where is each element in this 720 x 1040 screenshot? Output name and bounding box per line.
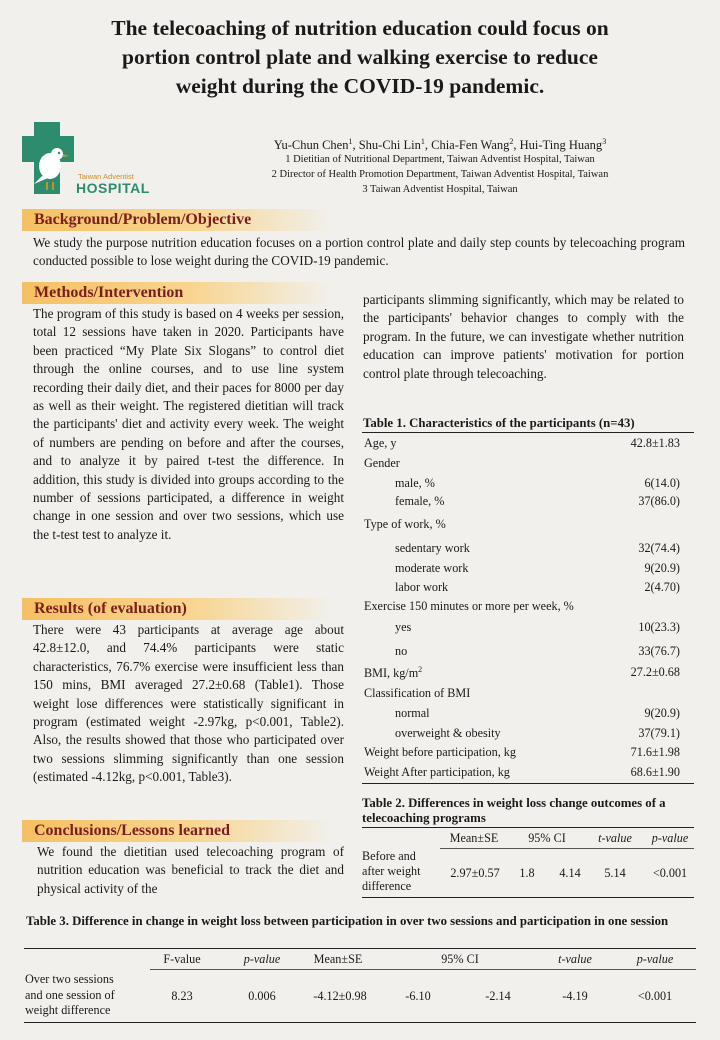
table3-row-label xyxy=(25,972,115,1019)
title-line: portion control plate and walking exercise to reduce xyxy=(122,45,598,69)
table1-row-label xyxy=(395,644,407,659)
table2-cell-t: 5.14 xyxy=(604,866,626,880)
table2-cell-p: <0.001 xyxy=(652,866,688,880)
table1-row-label xyxy=(364,665,422,681)
table1-row-value: 37(79.1) xyxy=(638,726,680,740)
table1-title: Table 1. Characteristics of the participants (n=43) xyxy=(363,416,635,430)
table1-row-label xyxy=(395,561,468,576)
background-text: We study the purpose nutrition education focuses on a portion control plate and daily step counts by telecoaching program conducted possible to lose weight during the COVID-19 pandemic. xyxy=(33,235,685,269)
table1-row-value: 9(20.9) xyxy=(644,561,680,575)
title-line: The telecoaching of nutrition education could focus on xyxy=(111,16,609,40)
table1-row-value: 37(86.0) xyxy=(638,494,680,508)
table1-label-text: Exercise 150 minutes or more per week, % xyxy=(364,599,574,613)
author-name: Chia-Fen Wang xyxy=(431,138,510,153)
table1-label-text: Classification of BMI xyxy=(364,686,471,700)
table3-header-f: F-value xyxy=(163,952,201,966)
table3-header-mean: Mean±SE xyxy=(313,952,363,966)
table1-label-text: Age, y xyxy=(364,436,397,450)
table3-cell-p2: <0.001 xyxy=(637,989,673,1003)
results-heading: Results (of evaluation) xyxy=(22,598,332,620)
table2-header-mean: Mean±SE xyxy=(449,831,499,845)
table1-row-value: 6(14.0) xyxy=(644,476,680,490)
table1-label-text: yes xyxy=(395,620,412,634)
table3-header-ci: 95% CI xyxy=(441,952,479,966)
table2-cell-ci-high: 4.14 xyxy=(559,866,581,880)
table1-row-label xyxy=(364,686,470,701)
table3-header-p2: p-value xyxy=(636,952,674,966)
author-affil-sup: 2 xyxy=(509,137,514,146)
poster-title xyxy=(40,14,680,101)
table1-label-text: Weight After participation, kg xyxy=(364,765,510,779)
table3-cell-ci-high: -2.14 xyxy=(485,989,511,1003)
table2-row-label-line: Before and xyxy=(362,849,416,863)
authors-line: Yu-Chun Chen$^1$, Shu-Chi Lin$^1$, Chia-Fen Wang$^2$, Hui-Ting Huang$^3$ xyxy=(273,137,607,153)
author-name: Hui-Ting Huang xyxy=(519,138,603,153)
hospital-logo xyxy=(20,118,152,198)
table1-row-value: 27.2±0.68 xyxy=(630,665,680,679)
table2-cell-mean: 2.97±0.57 xyxy=(450,866,500,880)
affiliation-line: 1 Dietitian of Nutritional Department, Taiwan Adventist Hospital, Taiwan xyxy=(285,154,595,165)
table3-header-t: t-value xyxy=(558,952,592,966)
table1-row-label xyxy=(364,517,446,532)
table2-row-label xyxy=(362,849,421,894)
table2-row-label-line: difference xyxy=(362,879,412,893)
table1-row-value: 68.6±1.90 xyxy=(630,765,680,779)
table1-row-value: 71.6±1.98 xyxy=(630,745,680,759)
table1-label-text: female, % xyxy=(395,494,445,508)
author-affil-sup: 3 xyxy=(602,137,607,146)
author-name: Shu-Chi Lin xyxy=(358,138,421,153)
table1-label-text: Gender xyxy=(364,456,400,470)
table1-bottom-rule xyxy=(362,783,694,784)
methods-text: The program of this study is based on 4 weeks per session, total 12 sessions have taken in 2020. Participants have been practiced “My Plate Six Slogans” to control diet through the online courses, and to use line system recording their daily diet, and their paces for 8000 per day as well as their weight. The registered dietitian will track the participants' diet and activity every week. The weight of numbers are pending on before and after the courses, and to analyze it by paired t-test the difference. In addition, this study is divided into groups according to the number of sessions participated, a difference in weight change in one session and over two sessions, which use the t-test test to analyze it. xyxy=(33,306,344,542)
table1-row-label xyxy=(395,580,448,595)
table1-label-sup: 2 xyxy=(418,665,423,674)
table1-label-text: no xyxy=(395,644,408,658)
table3-row-label-line: Over two sessions xyxy=(25,972,114,986)
table2-cell-ci-low: 1.8 xyxy=(519,866,535,880)
table1-row-label xyxy=(395,620,411,635)
affiliation-line: 2 Director of Health Promotion Department, Taiwan Adventist Hospital, Taiwan xyxy=(271,169,609,180)
conclusions-text: We found the dietitian used telecoaching program of nutrition education was beneficial to track the diet and physical activity of the xyxy=(37,844,344,896)
author-name: Yu-Chun Chen xyxy=(273,138,349,153)
logo-text-large: HOSPITAL xyxy=(76,180,150,196)
table1-label-text: moderate work xyxy=(395,561,469,575)
table3-cell-mean: -4.12±0.98 xyxy=(313,989,367,1003)
table1-label-text: overweight & obesity xyxy=(395,726,501,740)
table3-row-label-line: weight difference xyxy=(25,1003,111,1017)
author-affil-sup: 1 xyxy=(420,137,425,146)
table2-header-p: p-value xyxy=(651,831,689,845)
table1-row-label xyxy=(395,541,470,556)
table2-bottom-rule xyxy=(362,897,694,898)
title-line: weight during the COVID-19 pandemic. xyxy=(175,74,545,98)
table3-cell-f: 8.23 xyxy=(171,989,193,1003)
table3-row-label-line: and one session of xyxy=(25,987,115,1002)
table1-label-text: male, % xyxy=(395,476,435,490)
table2-row-label-line: after weight xyxy=(362,864,421,878)
table3-header-rule xyxy=(150,969,696,970)
table1-row-label xyxy=(364,456,400,471)
author-affil-sup: 1 xyxy=(348,137,353,146)
table1-row-label xyxy=(364,765,510,780)
table2-header-ci: 95% CI xyxy=(528,831,566,845)
table2-header-rule xyxy=(440,848,694,849)
table3-cell-ci-low: -6.10 xyxy=(405,989,431,1003)
table3-top-rule xyxy=(24,948,696,949)
table2-title: Table 2. Differences in weight loss change outcomes of a telecoaching programs xyxy=(362,796,666,825)
methods-heading: Methods/Intervention xyxy=(22,282,332,304)
table1-row-value: 32(74.4) xyxy=(638,541,680,555)
table1-label-text: normal xyxy=(395,706,430,720)
table1-label-text: Weight before participation, kg xyxy=(364,745,516,759)
conclusions-continued-text: participants slimming significantly, which may be related to the participants' behavior changes to comply with the program. In the future, we can investigate whether nutrition education can improve patients' motivation for portion control plate through telecoaching. xyxy=(363,292,684,381)
table1-row-value: 2(4.70) xyxy=(644,580,680,594)
table1-row-value: 33(76.7) xyxy=(638,644,680,658)
affiliation-line: 3 Taiwan Adventist Hospital, Taiwan xyxy=(362,184,518,195)
table1-label-text: Type of work, % xyxy=(364,517,446,531)
table1-row-label xyxy=(364,436,397,451)
table3-title: Table 3. Difference in change in weight loss between participation in over two sessions and participation in one session xyxy=(26,914,669,928)
table3-header-p: p-value xyxy=(243,952,281,966)
table1-row-value: 42.8±1.83 xyxy=(630,436,680,450)
table1-row-label xyxy=(395,706,430,721)
table1-label-text: sedentary work xyxy=(395,541,470,555)
table3-bottom-rule xyxy=(24,1022,696,1023)
table1-row-value: 9(20.9) xyxy=(644,706,680,720)
table1-label-text: labor work xyxy=(395,580,449,594)
table1-row-label xyxy=(364,745,516,760)
table1-row-label xyxy=(364,599,574,614)
table1-row-label xyxy=(395,476,435,491)
table1-label-text: BMI, kg/m xyxy=(364,666,419,681)
table1-top-rule xyxy=(362,432,694,433)
table2-top-rule xyxy=(362,827,694,828)
conclusions-heading: Conclusions/Lessons learned xyxy=(22,820,332,842)
table3-cell-p: 0.006 xyxy=(248,989,276,1003)
table3-cell-t: -4.19 xyxy=(562,989,588,1003)
logo-text-small: Taiwan Adventist xyxy=(78,172,134,181)
table1-row-label xyxy=(395,494,444,509)
results-text: There were 43 participants at average age about 42.8±12.0, and 74.4% participants were static characteristics, 76.7% exercise were insufficient less than 150 mins, BMI averaged 27.2±0.68 (Table1). Those weight lose differences were statistically significant in program (estimated weight -2.97kg, p<0.001, Table2). Also, the results showed that those who participated over two sessions slimming significantly than one session (estimated -4.12kg, p<0.001, Table3). xyxy=(33,622,344,785)
background-heading: Background/Problem/Objective xyxy=(22,209,332,231)
table2-header-t: t-value xyxy=(598,831,632,845)
table1-row-value: 10(23.3) xyxy=(638,620,680,634)
table1-row-label xyxy=(395,726,501,741)
